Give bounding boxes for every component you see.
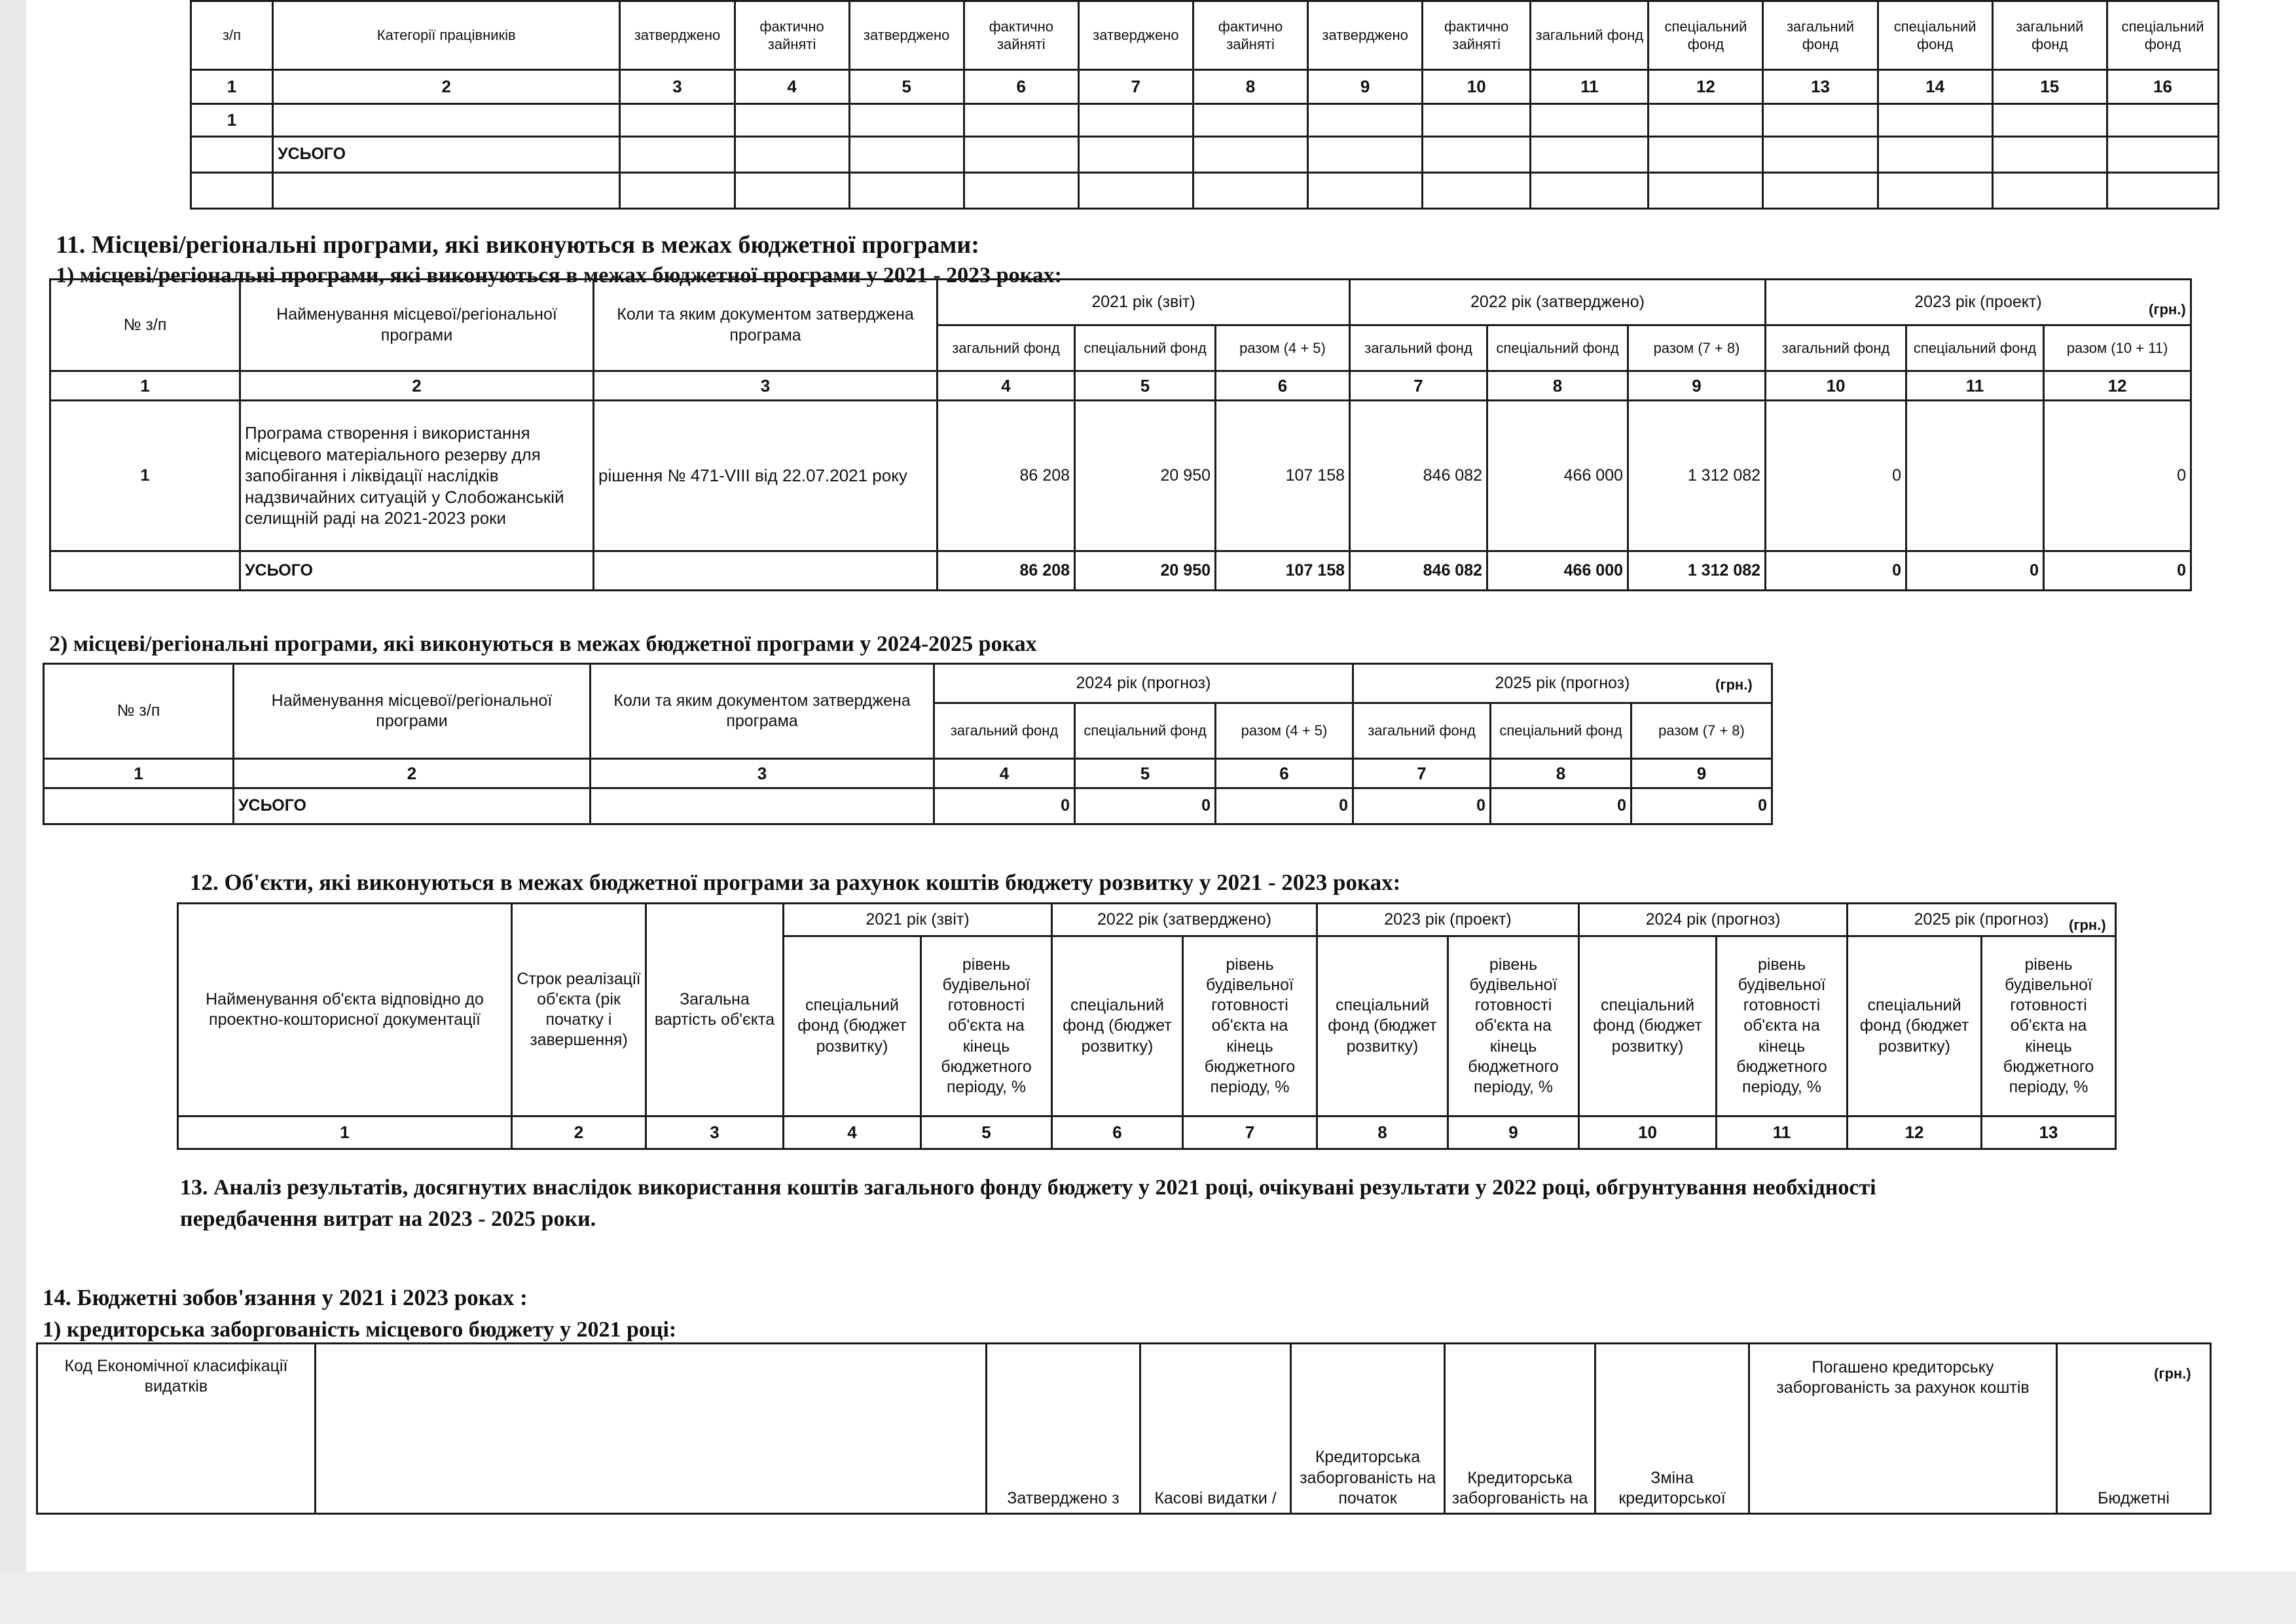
- col-number: 9: [1448, 1116, 1579, 1149]
- col-number: 12: [1848, 1116, 1982, 1149]
- value-cell: 0: [2044, 401, 2191, 551]
- col-number: 4: [934, 759, 1075, 788]
- head-cell: затверджено: [1078, 1, 1193, 70]
- total-cell: 0: [934, 788, 1075, 824]
- col-number: 6: [1216, 759, 1353, 788]
- col-number: 5: [921, 1116, 1052, 1149]
- col-category-head: Категорії працівників: [273, 1, 620, 70]
- head-general-fund: загальний фонд: [1766, 325, 1906, 371]
- col-number: 3: [594, 371, 938, 401]
- head-program-name: Найменування місцевої/регіональної програми: [240, 280, 594, 371]
- head-special-fund: спеціальний фонд: [1075, 325, 1216, 371]
- unit-label: (грн.): [1715, 676, 1753, 693]
- col-number: 15: [1992, 70, 2107, 104]
- head-term: Строк реалізації об'єкта (рік початку і завершення): [512, 904, 646, 1116]
- head-debt-end: Кредиторська заборгованість на: [1445, 1344, 1595, 1514]
- total-cell: 0: [1075, 788, 1216, 824]
- col-number: 1: [44, 759, 234, 788]
- col-number: 7: [1350, 371, 1487, 401]
- head-debt-start: Кредиторська заборгованість на початок: [1291, 1344, 1445, 1514]
- head-year-2021: 2021 рік (звіт): [938, 280, 1350, 325]
- head-total: разом (7 + 8): [1628, 325, 1766, 371]
- head-special-fund-dev: спеціальний фонд (бюджет розвитку): [1848, 936, 1982, 1116]
- head-object-name: Найменування об'єкта відповідно до проектно-кошторисної документації: [178, 904, 512, 1116]
- section-14-title: 14. Бюджетні зобов'язання у 2021 і 2023 роках :: [43, 1285, 528, 1310]
- col-number: 14: [1878, 70, 1992, 104]
- head-cash-expenses: Касові видатки /: [1140, 1344, 1291, 1514]
- head-special-fund: спеціальний фонд: [1491, 703, 1631, 759]
- head-general-fund: загальний фонд: [1350, 325, 1487, 371]
- head-special-fund-dev: спеціальний фонд (бюджет розвитку): [1052, 936, 1183, 1116]
- col-number: 5: [1075, 759, 1216, 788]
- col-number: 4: [938, 371, 1075, 401]
- head-cell: спеціальний фонд: [2107, 1, 2218, 70]
- head-year-2021: 2021 рік (звіт): [784, 904, 1052, 936]
- head-readiness: рівень будівельної готовності об'єкта на кінець бюджетного періоду, %: [921, 936, 1052, 1116]
- head-readiness: рівень будівельної готовності об'єкта на кінець бюджетного періоду, %: [1982, 936, 2116, 1116]
- head-readiness: рівень будівельної готовності об'єкта на кінець бюджетного періоду, %: [1717, 936, 1848, 1116]
- col-number: 9: [1631, 759, 1772, 788]
- col-number: 3: [591, 759, 934, 788]
- head-special-fund-dev: спеціальний фонд (бюджет розвитку): [1579, 936, 1717, 1116]
- col-number: 7: [1078, 70, 1193, 104]
- head-special-fund: спеціальний фонд: [1487, 325, 1628, 371]
- head-cell: спеціальний фонд: [1649, 1, 1763, 70]
- total-cell: 86 208: [938, 551, 1075, 591]
- row-number: 1: [50, 401, 240, 551]
- head-year-2024: 2024 рік (прогноз): [1579, 904, 1848, 936]
- head-year-2024: 2024 рік (прогноз): [934, 664, 1353, 703]
- total-cell: 0: [2044, 551, 2191, 591]
- approval-document: рішення № 471-VIII від 22.07.2021 року: [594, 401, 938, 551]
- total-cell: 20 950: [1075, 551, 1216, 591]
- total-cell: 0: [1353, 788, 1491, 824]
- head-general-fund: загальний фонд: [934, 703, 1075, 759]
- col-number: 3: [620, 70, 735, 104]
- total-cell: 0: [1906, 551, 2044, 591]
- col-number: 11: [1531, 70, 1649, 104]
- scan-bottom-edge: [0, 1572, 2296, 1624]
- head-year-2025: 2025 рік (прогноз): [1848, 904, 2116, 936]
- section-11-sub1: 1) місцеві/регіональні програми, які виконуються в межах бюджетної програми у 2021 - 2023 роках:: [56, 263, 1062, 287]
- row-number: 1: [191, 104, 273, 137]
- value-cell: 466 000: [1487, 401, 1628, 551]
- head-num: № з/п: [44, 664, 234, 759]
- col-number: 2: [512, 1116, 646, 1149]
- head-general-fund: загальний фонд: [1353, 703, 1491, 759]
- head-cell: затверджено: [620, 1, 735, 70]
- col-number: 1: [178, 1116, 512, 1149]
- head-special-fund: спеціальний фонд: [1075, 703, 1216, 759]
- section-11-title: 11. Місцеві/регіональні програми, які виконуються в межах бюджетної програми:: [56, 231, 979, 259]
- head-approved: Затверджено з: [987, 1344, 1140, 1514]
- col-number: 5: [849, 70, 964, 104]
- head-cell: фактично зайняті: [735, 1, 849, 70]
- head-year-2022: 2022 рік (затверджено): [1350, 280, 1766, 325]
- head-total: разом (4 + 5): [1216, 703, 1353, 759]
- section-14-sub1: 1) кредиторська заборгованість місцевого бюджету у 2021 році:: [43, 1318, 677, 1342]
- value-cell: 107 158: [1216, 401, 1350, 551]
- head-repaid: Погашено кредиторську заборгованість за рахунок коштів: [1749, 1344, 2057, 1514]
- creditor-debt-table: [36, 1342, 2210, 1507]
- col-number: 10: [1579, 1116, 1717, 1149]
- head-approval-document: Коли та яким документом затверджена програма: [594, 280, 938, 371]
- col-number: 7: [1353, 759, 1491, 788]
- col-number: 11: [1906, 371, 2044, 401]
- head-econ-code: Код Економічної класифікації видатків: [37, 1344, 316, 1514]
- head-readiness: рівень будівельної готовності об'єкта на кінець бюджетного періоду, %: [1448, 936, 1579, 1116]
- head-cell: фактично зайняті: [1423, 1, 1531, 70]
- head-cell: затверджено: [849, 1, 964, 70]
- head-cell: фактично зайняті: [1193, 1, 1307, 70]
- col-number: 2: [273, 70, 620, 104]
- total-cell: 0: [1766, 551, 1906, 591]
- col-number: 9: [1308, 70, 1423, 104]
- head-budget-obligations: Бюджетні: [2057, 1344, 2211, 1514]
- col-number: 13: [1982, 1116, 2116, 1149]
- col-number: 5: [1075, 371, 1216, 401]
- total-cell: 107 158: [1216, 551, 1350, 591]
- head-readiness: рівень будівельної готовності об'єкта на кінець бюджетного періоду, %: [1183, 936, 1317, 1116]
- total-label: УСЬОГО: [240, 551, 594, 591]
- section-13-title-line1: 13. Аналіз результатів, досягнутих внаслідок використання коштів загального фонду бюджету у 2021 році, очікувані результати у 2022 році, обгрунтування необхідності: [180, 1175, 1876, 1200]
- col-number: 3: [646, 1116, 784, 1149]
- head-cell: затверджено: [1308, 1, 1423, 70]
- head-cell: загальний фонд: [1531, 1, 1649, 70]
- col-number: 16: [2107, 70, 2218, 104]
- head-year-2025: 2025 рік (прогноз): [1353, 664, 1772, 703]
- total-cell: 0: [1491, 788, 1631, 824]
- total-label: УСЬОГО: [234, 788, 591, 824]
- section-13-title-line2: передбачення витрат на 2023 - 2025 роки.: [180, 1207, 596, 1231]
- programs-2024-2025-table: [43, 663, 1773, 825]
- section-12-title: 12. Об'єкти, які виконуються в межах бюджетної програми за рахунок коштів бюджету розвитку у 2021 - 2023 роках:: [190, 870, 1401, 895]
- col-number: 1: [191, 70, 273, 104]
- col-number: 12: [2044, 371, 2191, 401]
- col-number: 8: [1317, 1116, 1448, 1149]
- col-number: 1: [50, 371, 240, 401]
- head-cell: загальний фонд: [1992, 1, 2107, 70]
- value-cell: 20 950: [1075, 401, 1216, 551]
- col-number: 6: [1052, 1116, 1183, 1149]
- col-number: 8: [1487, 371, 1628, 401]
- col-number: 6: [964, 70, 1078, 104]
- head-cell: фактично зайняті: [964, 1, 1078, 70]
- col-number: 2: [234, 759, 591, 788]
- scan-edge: [0, 0, 26, 1624]
- head-program-name: Найменування місцевої/регіональної програми: [234, 664, 591, 759]
- head-year-2022: 2022 рік (затверджено): [1052, 904, 1317, 936]
- col-number: 2: [240, 371, 594, 401]
- col-number: 6: [1216, 371, 1350, 401]
- head-total-cost: Загальна вартість об'єкта: [646, 904, 784, 1116]
- program-name: Програма створення і використання місцевого матеріального резерву для запобігання і ліквідації наслідків надзвичайних ситуацій у Слобожанській селищній раді на 2021-2023 роки: [240, 401, 594, 551]
- unit-label: (грн.): [2154, 1365, 2191, 1382]
- head-year-2023: 2023 рік (проект): [1317, 904, 1579, 936]
- value-cell: 86 208: [938, 401, 1075, 551]
- head-general-fund: загальний фонд: [938, 325, 1075, 371]
- total-cell: 846 082: [1350, 551, 1487, 591]
- total-cell: 1 312 082: [1628, 551, 1766, 591]
- head-cell: спеціальний фонд: [1878, 1, 1992, 70]
- col-number: 7: [1183, 1116, 1317, 1149]
- col-number: 8: [1491, 759, 1631, 788]
- head-cell: загальний фонд: [1763, 1, 1878, 70]
- unit-label: (грн.): [2149, 301, 2186, 318]
- col-num-head: з/п: [191, 1, 273, 70]
- value-cell: 846 082: [1350, 401, 1487, 551]
- col-number: 10: [1766, 371, 1906, 401]
- section-11-sub2: 2) місцеві/регіональні програми, які виконуються в межах бюджетної програми у 2024-2025 роках: [49, 632, 1037, 656]
- head-special-fund: спеціальний фонд: [1906, 325, 2044, 371]
- head-approval-document: Коли та яким документом затверджена програма: [591, 664, 934, 759]
- value-cell: 0: [1766, 401, 1906, 551]
- col-number: 4: [735, 70, 849, 104]
- unit-label: (грн.): [2069, 917, 2106, 933]
- head-total: разом (7 + 8): [1631, 703, 1772, 759]
- head-total: разом (10 + 11): [2044, 325, 2191, 371]
- col-number: 13: [1763, 70, 1878, 104]
- value-cell: [1906, 401, 2044, 551]
- col-number: 12: [1649, 70, 1763, 104]
- head-year-2023: 2023 рік (проект): [1766, 280, 2191, 325]
- total-cell: 0: [1216, 788, 1353, 824]
- value-cell: 1 312 082: [1628, 401, 1766, 551]
- head-num: № з/п: [50, 280, 240, 371]
- col-number: 10: [1423, 70, 1531, 104]
- head-special-fund-dev: спеціальний фонд (бюджет розвитку): [784, 936, 921, 1116]
- col-number: 9: [1628, 371, 1766, 401]
- programs-2021-2023-table: [49, 278, 2192, 591]
- total-cell: 466 000: [1487, 551, 1628, 591]
- total-cell: 0: [1631, 788, 1772, 824]
- head-special-fund-dev: спеціальний фонд (бюджет розвитку): [1317, 936, 1448, 1116]
- col-number: 11: [1717, 1116, 1848, 1149]
- total-label: УСЬОГО: [273, 137, 620, 173]
- col-number: 4: [784, 1116, 921, 1149]
- objects-table: [177, 902, 2117, 1150]
- col-number: 8: [1193, 70, 1307, 104]
- head-total: разом (4 + 5): [1216, 325, 1350, 371]
- staff-table: [190, 0, 2219, 210]
- head-change: Зміна кредиторської: [1595, 1344, 1749, 1514]
